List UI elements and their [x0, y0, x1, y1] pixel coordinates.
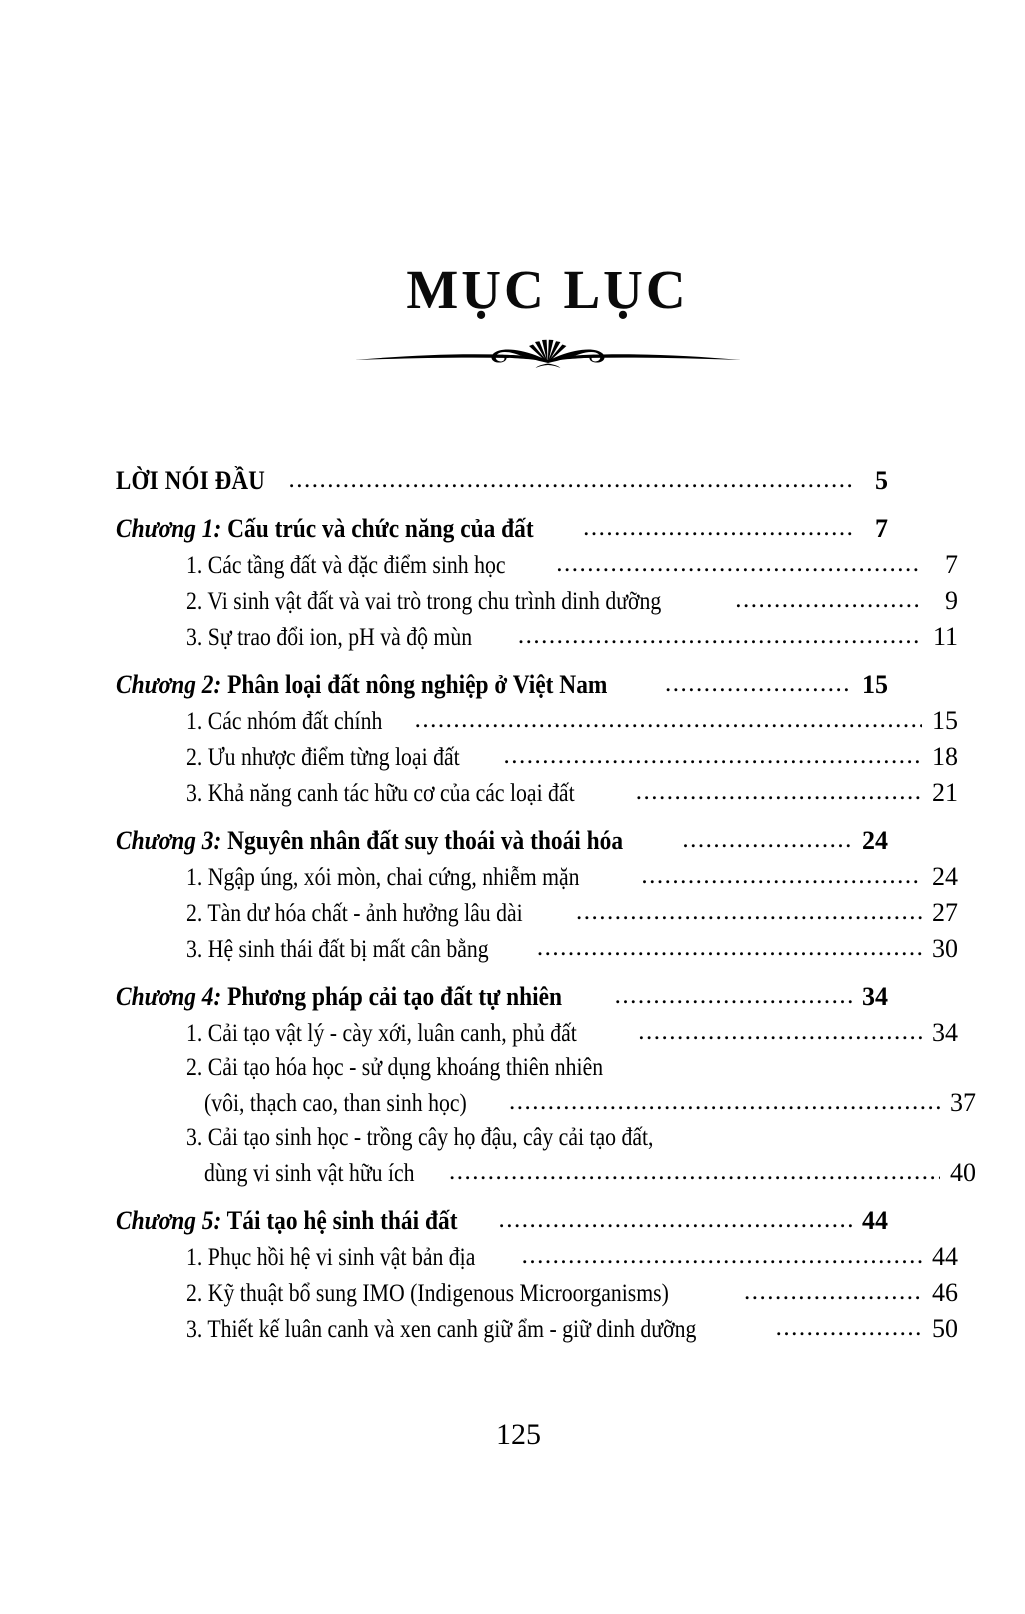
toc-item-label: 3. Khả năng canh tác hữu cơ của các loại đất [186, 780, 575, 807]
toc-item[interactable] [116, 1314, 958, 1344]
toc-page-number: 34 [932, 1018, 958, 1047]
dot-leader [415, 707, 922, 732]
toc-item[interactable] [116, 706, 958, 736]
toc-page-number: 11 [932, 622, 958, 651]
folio-page-number: 125 [496, 1418, 541, 1451]
dot-leader [498, 1207, 852, 1232]
toc-item[interactable] [116, 1018, 958, 1048]
toc-chapter-label [116, 670, 607, 700]
toc-chapter-label [116, 514, 534, 544]
dot-leader [537, 935, 922, 960]
dot-leader [636, 779, 922, 804]
toc-page-number: 15 [862, 670, 888, 699]
dot-leader [509, 1089, 940, 1114]
toc-item-label-continued: dùng vi sinh vật hữu ích [204, 1160, 415, 1187]
toc-item-label: 1. Các tầng đất và đặc điểm sinh học [186, 552, 506, 579]
dot-leader [556, 551, 922, 576]
toc-page-number: 24 [932, 862, 958, 891]
toc-page-number: 9 [945, 586, 958, 615]
dot-leader [583, 515, 852, 540]
chapter-number-label: Chương 4: [116, 982, 222, 1011]
toc-item-label: 2. Cải tạo hóa học - sử dụng khoáng thiên nhiên [186, 1054, 604, 1081]
toc-item-label: 3. Hệ sinh thái đất bị mất cân bằng [186, 936, 489, 963]
toc-entry-front-matter[interactable] [116, 466, 888, 496]
toc-page-number: 7 [875, 514, 888, 543]
toc-chapter-heading[interactable] [116, 514, 888, 544]
toc-item[interactable] [116, 622, 958, 652]
toc-item-continuation[interactable] [116, 1088, 976, 1118]
toc-item[interactable] [116, 1054, 958, 1082]
toc-chapter-heading[interactable] [116, 826, 888, 856]
toc-page-number: 34 [862, 982, 888, 1011]
toc-item[interactable] [116, 1242, 958, 1272]
toc-item-label: 3. Cải tạo sinh học - trồng cây họ đậu, cây cải tạo đất, [186, 1124, 654, 1151]
toc-page-number: 44 [862, 1206, 888, 1235]
dot-leader [682, 827, 852, 852]
toc-chapter-heading[interactable] [116, 982, 888, 1012]
toc-item-label: 2. Kỹ thuật bổ sung IMO (Indigenous Microorganisms) [186, 1280, 669, 1307]
dot-leader [504, 743, 922, 768]
toc-item-label: 1. Phục hồi hệ vi sinh vật bản địa [186, 1244, 476, 1271]
toc-page-number: 50 [932, 1314, 958, 1343]
toc-item-label: 2. Ưu nhược điểm từng loại đất [186, 744, 460, 771]
dot-leader [615, 983, 852, 1008]
toc-page-number: 37 [950, 1088, 976, 1117]
toc-page-number: 15 [932, 706, 958, 735]
dot-leader [665, 671, 852, 696]
toc-page-number: 44 [932, 1242, 958, 1271]
chapter-title-label: Tái tạo hệ sinh thái đất [226, 1206, 458, 1235]
toc-item[interactable] [116, 934, 958, 964]
toc-item-label: 1. Ngập úng, xói mòn, chai cứng, nhiễm mặn [186, 864, 580, 891]
toc-item[interactable] [116, 742, 958, 772]
toc-item-label: 2. Vi sinh vật đất và vai trò trong chu trình dinh dưỡng [186, 588, 662, 615]
chapter-title-label: Nguyên nhân đất suy thoái và thoái hóa [227, 826, 624, 855]
chapter-number-label: Chương 1: [116, 514, 222, 543]
toc-item-label-continued: (vôi, thạch cao, than sinh học) [204, 1090, 467, 1117]
dot-leader [641, 863, 922, 888]
toc-item[interactable] [116, 778, 958, 808]
chapter-number-label: Chương 2: [116, 670, 222, 699]
dot-leader [576, 899, 922, 924]
dot-leader [638, 1019, 922, 1044]
toc-page-number: 46 [932, 1278, 958, 1307]
toc-item[interactable] [116, 898, 958, 928]
dot-leader [776, 1315, 922, 1340]
chapter-number-label: Chương 5: [116, 1206, 222, 1235]
toc-page-number: 30 [932, 934, 958, 963]
page-title: MỤC LỤC [406, 259, 689, 320]
toc-item-label: 1. Cải tạo vật lý - cày xới, luân canh, phủ đất [186, 1020, 577, 1047]
toc-chapter-label [116, 982, 562, 1012]
toc-item[interactable] [116, 1278, 958, 1308]
toc-chapter-heading[interactable] [116, 670, 888, 700]
dot-leader [522, 1243, 922, 1268]
chapter-title-label: Cấu trúc và chức năng của đất [227, 514, 534, 543]
toc-chapter-heading[interactable] [116, 1206, 888, 1236]
chapter-title-label: Phương pháp cải tạo đất tự nhiên [227, 982, 563, 1011]
dot-leader [744, 1279, 922, 1304]
toc-item-label: 3. Thiết kế luân canh và xen canh giữ ẩm - giữ dinh dưỡng [186, 1316, 697, 1343]
dot-leader [518, 623, 922, 648]
dot-leader [288, 467, 852, 492]
toc-page-number: 40 [950, 1158, 976, 1187]
toc-page-number: 18 [932, 742, 958, 771]
toc-chapter-label [116, 1206, 457, 1236]
chapter-number-label: Chương 3: [116, 826, 222, 855]
toc-entry-label: LỜI NÓI ĐẦU [116, 466, 266, 495]
table-of-contents [116, 466, 976, 1350]
chapter-title-label: Phân loại đất nông nghiệp ở Việt Nam [227, 670, 608, 699]
title-block [0, 259, 1025, 369]
toc-item[interactable] [116, 1124, 958, 1152]
flourish-divider-icon [0, 329, 1025, 369]
toc-item-label: 2. Tàn dư hóa chất - ảnh hưởng lâu dài [186, 900, 523, 927]
toc-page-number: 21 [932, 778, 958, 807]
dot-leader [735, 587, 922, 612]
toc-item[interactable] [116, 550, 958, 580]
toc-item-label: 1. Các nhóm đất chính [186, 708, 383, 735]
toc-chapter-label [116, 826, 623, 856]
toc-item-label: 3. Sự trao đổi ion, pH và độ mùn [186, 624, 473, 651]
dot-leader [449, 1159, 940, 1184]
toc-item[interactable] [116, 586, 958, 616]
toc-page-number: 5 [875, 466, 888, 495]
toc-page-number: 7 [945, 550, 958, 579]
toc-item[interactable] [116, 862, 958, 892]
toc-page-number: 27 [932, 898, 958, 927]
toc-page-number: 24 [862, 826, 888, 855]
toc-item-continuation[interactable] [116, 1158, 976, 1188]
